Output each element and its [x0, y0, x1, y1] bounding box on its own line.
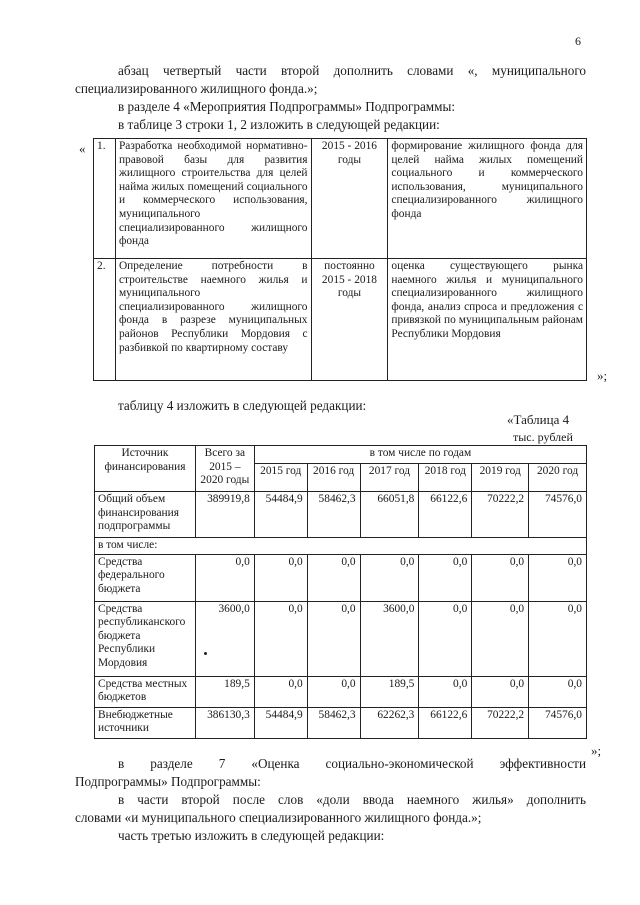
- row-value: 0,0: [307, 601, 360, 676]
- row-value: 66122,6: [419, 492, 472, 538]
- row-label: Средства местных бюджетов: [95, 676, 196, 707]
- row-value: 0,0: [529, 601, 587, 676]
- row-value: 3600,0: [360, 601, 419, 676]
- table-row: [95, 492, 587, 538]
- row-value: 0,0: [254, 601, 307, 676]
- row-value: 0,0: [529, 554, 587, 601]
- table-row: [94, 259, 587, 381]
- row-value: 0,0: [529, 676, 587, 707]
- row-value: 58462,3: [307, 492, 360, 538]
- row-value: 0,0: [307, 554, 360, 601]
- header-year: 2017 год: [360, 464, 419, 492]
- row-total: 389919,8: [195, 492, 254, 538]
- row-value: 66051,8: [360, 492, 419, 538]
- table-4: [94, 445, 587, 739]
- row-value: 0,0: [254, 554, 307, 601]
- row-value: 189,5: [360, 676, 419, 707]
- activity-term: постоянно 2015 - 2018 годы: [311, 259, 388, 381]
- page-number: 6: [575, 34, 581, 48]
- outro-line-2: Подпрограммы» Подпрограммы:: [75, 774, 261, 789]
- row-value: 54484,9: [254, 492, 307, 538]
- intro-line-3: в разделе 4 «Мероприятия Подпрограммы» Подпрограммы:: [118, 99, 456, 114]
- scan-speck: [204, 652, 207, 655]
- row-value: 74576,0: [529, 707, 587, 738]
- activity-result: оценка существующего рынка наемного жилья и муниципального специализированного жилищного фонда, анализ спроса и предложения с привязкой по муниципальным районам Республики Мордовия: [388, 259, 587, 381]
- row-value: 0,0: [307, 676, 360, 707]
- row-number: 1.: [94, 139, 116, 259]
- header-year: 2018 год: [419, 464, 472, 492]
- row-value: 0,0: [472, 676, 529, 707]
- row-value: 0,0: [254, 676, 307, 707]
- table-row: [95, 554, 587, 601]
- outro-line-3: в части второй после слов «доли ввода наемного жилья» дополнить: [118, 792, 586, 807]
- table-row: [95, 707, 587, 738]
- header-year: 2020 год: [529, 464, 587, 492]
- row-value: 58462,3: [307, 707, 360, 738]
- row-subheading: в том числе:: [95, 538, 587, 555]
- header-total: Всего за 2015 – 2020 годы: [195, 446, 254, 492]
- row-value: 0,0: [472, 601, 529, 676]
- intro-line-4: в таблице 3 строки 1, 2 изложить в следующей редакции:: [118, 117, 440, 132]
- table4-units: тыс. рублей: [513, 430, 573, 444]
- table-3: [93, 138, 587, 381]
- row-value: 0,0: [419, 676, 472, 707]
- row-total: 3600,0: [195, 601, 254, 676]
- row-number: 2.: [94, 259, 116, 381]
- row-label: Внебюджетные источники: [95, 707, 196, 738]
- table4-close-quote: »;: [591, 743, 602, 758]
- table-row: [95, 676, 587, 707]
- table-row: [94, 139, 587, 259]
- table4-intro: таблицу 4 изложить в следующей редакции:: [118, 398, 367, 413]
- row-total: 0,0: [195, 554, 254, 601]
- row-value: 74576,0: [529, 492, 587, 538]
- table3-open-quote: «: [79, 141, 86, 156]
- activity-name: Разработка необходимой нормативно-правовой базы для развития жилищного строительства для целей найма жилых помещений социального и коммерческого использования, муниципального специализированного жилищного фонда: [115, 139, 311, 259]
- table3-close-quote: »;: [597, 368, 608, 383]
- header-by-years: в том числе по годам: [254, 446, 586, 464]
- row-value: 70222,2: [472, 492, 529, 538]
- header-year: 2015 год: [254, 464, 307, 492]
- outro-line-4: словами «и муниципального специализированного жилищного фонда.»;: [75, 810, 482, 825]
- row-label: Общий объем финансирования подпрограммы: [95, 492, 196, 538]
- row-value: 54484,9: [254, 707, 307, 738]
- header-source: Источник финансирования: [95, 446, 196, 492]
- row-total: 386130,3: [195, 707, 254, 738]
- outro-line-1: в разделе 7 «Оценка социально-экономической эффективности: [118, 756, 586, 771]
- row-value: 0,0: [360, 554, 419, 601]
- row-total: 189,5: [195, 676, 254, 707]
- activity-result: формирование жилищного фонда для целей найма жилых помещений социального и коммерческого использования, муниципального специализированного жилищного фонда: [388, 139, 587, 259]
- header-year: 2016 год: [307, 464, 360, 492]
- row-label: Средства федерального бюджета: [95, 554, 196, 601]
- row-value: 62262,3: [360, 707, 419, 738]
- table4-caption: «Таблица 4: [507, 412, 570, 427]
- row-value: 0,0: [419, 554, 472, 601]
- intro-line-1: абзац четвертый части второй дополнить словами «, муниципального: [118, 63, 586, 78]
- row-value: 0,0: [472, 554, 529, 601]
- table-row: [95, 601, 587, 676]
- header-year: 2019 год: [472, 464, 529, 492]
- activity-name: Определение потребности в строительстве наемного жилья и муниципального специализированного жилищного фонда в разрезе муниципальных районов Республики Мордовия с разбивкой по квартирному составу: [115, 259, 311, 381]
- row-value: 0,0: [419, 601, 472, 676]
- activity-term: 2015 - 2016 годы: [311, 139, 388, 259]
- outro-line-5: часть третью изложить в следующей редакции:: [118, 828, 385, 843]
- header-row: [95, 446, 587, 464]
- intro-line-2: специализированного жилищного фонда.»;: [75, 81, 318, 96]
- row-value: 70222,2: [472, 707, 529, 738]
- row-value: 66122,6: [419, 707, 472, 738]
- row-label: Средства республиканского бюджета Республики Мордовия: [95, 601, 196, 676]
- table-row: [95, 538, 587, 555]
